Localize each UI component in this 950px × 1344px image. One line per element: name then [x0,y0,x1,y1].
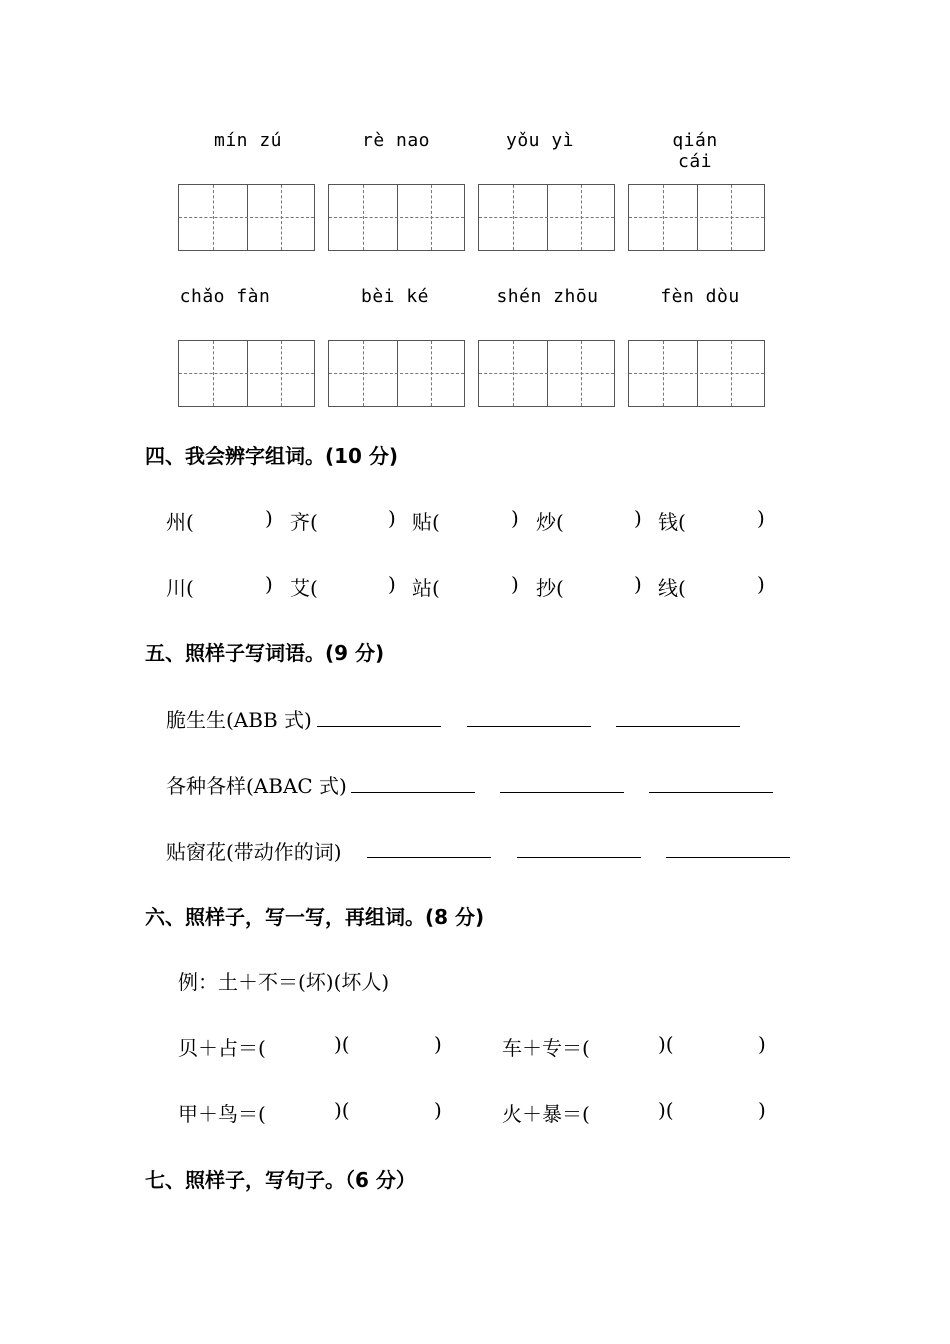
answer-line[interactable] [367,857,491,858]
word-paren-close: ) [757,572,765,596]
section4-title: 四、我会辨字组词。(10 分) [145,444,399,468]
word-item: 站( [412,576,440,600]
pinyin-2-1: chǎo fàn [179,286,271,307]
word-paren-close: ) [634,506,642,530]
answer-line[interactable] [616,726,740,727]
abb-example: 脆生生(ABB 式) [166,708,312,732]
paren-mid: )( [658,1032,674,1056]
word-item: 川( [166,576,194,600]
action-example: 贴窗花(带动作的词) [166,840,342,864]
paren-mid: )( [334,1098,350,1122]
answer-line[interactable] [666,857,790,858]
writing-grid[interactable] [328,340,465,407]
section7-title: 七、照样子，写句子。（6 分） [145,1168,416,1192]
paren-end: ) [434,1032,442,1056]
pinyin-2-3: shén zhōu [496,286,599,307]
word-paren-close: ) [265,506,273,530]
pinyin-1-2: rè nao [361,130,431,151]
word-paren-close: ) [634,572,642,596]
writing-grid[interactable] [478,340,615,407]
answer-line[interactable] [351,792,475,793]
word-item: 线( [658,576,686,600]
paren-mid: )( [334,1032,350,1056]
writing-grid[interactable] [628,184,765,251]
char-compose-q4: 火＋暴＝( [502,1102,590,1126]
char-compose-q2: 车＋专＝( [502,1036,590,1060]
paren-end: ) [758,1032,766,1056]
char-compose-q1: 贝＋占＝( [178,1036,266,1060]
answer-line[interactable] [317,726,441,727]
word-item: 钱( [658,510,686,534]
answer-line[interactable] [649,792,773,793]
answer-line[interactable] [467,726,591,727]
writing-grid[interactable] [178,184,315,251]
word-item: 艾( [290,576,318,600]
section5-title: 五、照样子写词语。(9 分) [145,641,385,665]
word-paren-close: ) [388,572,396,596]
answer-line[interactable] [517,857,641,858]
paren-end: ) [758,1098,766,1122]
word-paren-close: ) [511,506,519,530]
char-compose-q3: 甲＋鸟＝( [178,1102,266,1126]
section6-example: 例：土＋不＝(坏)(坏人) [178,970,390,994]
paren-mid: )( [658,1098,674,1122]
pinyin-1-1: mín zú [213,130,283,151]
writing-grid[interactable] [328,184,465,251]
word-item: 贴( [412,510,440,534]
word-paren-close: ) [388,506,396,530]
word-item: 州( [166,510,194,534]
word-item: 炒( [536,510,564,534]
word-paren-close: ) [265,572,273,596]
writing-grid[interactable] [178,340,315,407]
pinyin-2-4: fèn dòu [660,286,740,307]
word-paren-close: ) [757,506,765,530]
word-item: 齐( [290,510,318,534]
pinyin-1-3: yǒu yì [505,130,575,151]
word-paren-close: ) [511,572,519,596]
word-item: 抄( [536,576,564,600]
pinyin-1-4: qián cái [672,130,718,172]
pinyin-2-2: bèi ké [360,286,430,307]
writing-grid[interactable] [628,340,765,407]
abac-example: 各种各样(ABAC 式) [166,774,347,798]
answer-line[interactable] [500,792,624,793]
paren-end: ) [434,1098,442,1122]
section6-title: 六、照样子，写一写，再组词。(8 分) [145,905,485,929]
writing-grid[interactable] [478,184,615,251]
